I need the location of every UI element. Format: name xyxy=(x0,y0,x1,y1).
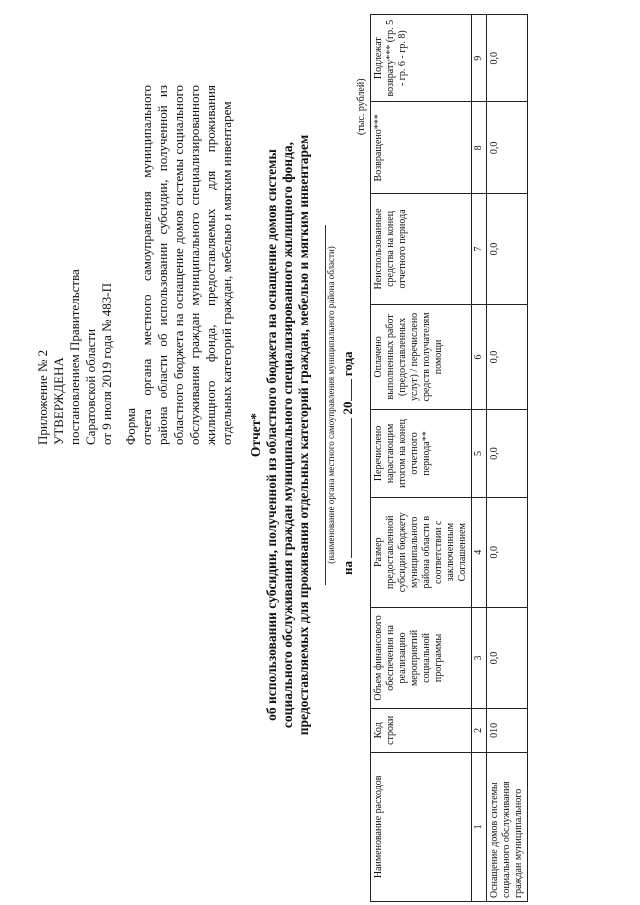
header-cell: Код строки xyxy=(371,708,472,752)
header-cell: Наименование расходов xyxy=(371,752,472,901)
period-date-blank xyxy=(351,418,352,558)
column-number: 2 xyxy=(472,708,487,752)
report-word: Отчет* xyxy=(248,412,263,458)
title-line-1: об использовании субсидии, полученной из областного бюджета на оснащение домов системы xyxy=(264,149,279,721)
value-cell: 0,0 xyxy=(487,15,528,102)
approval-line-3: от 9 июля 2019 года № 483-П xyxy=(99,283,114,445)
approval-line-2: Саратовской области xyxy=(83,328,98,445)
title-line-3: предоставляемых для проживания отдельных категорий граждан, мебелью и мягким инвентарем xyxy=(296,134,311,736)
report-table xyxy=(370,14,528,902)
spacer xyxy=(115,85,123,445)
header-row xyxy=(371,15,472,902)
column-number: 1 xyxy=(472,752,487,901)
period-year-prefix: 20 xyxy=(340,401,355,415)
period-year-blank xyxy=(351,380,352,402)
report-period xyxy=(340,215,356,575)
column-number: 4 xyxy=(472,497,487,607)
row-code-cell: 010 xyxy=(487,708,528,752)
value-cell: 0,0 xyxy=(487,304,528,410)
column-number: 5 xyxy=(472,410,487,497)
header-cell: Неиспользованные средства на конец отчетного периода xyxy=(371,194,472,304)
column-number: 3 xyxy=(472,607,487,708)
header-cell: Перечислено нарастающим итогом на конец отчетного периода** xyxy=(371,410,472,497)
organization-caption: (наименование органа местного самоуправления муниципального района области) xyxy=(326,246,336,564)
units-label: (тыс. рублей) xyxy=(356,78,367,135)
period-year-word: года xyxy=(340,351,355,377)
header-cell: Оплачено выполненных работ (предоставленных услуг) / перечислено средств получателям помощи xyxy=(371,304,472,410)
approved-label: УТВЕРЖДЕНА xyxy=(51,357,66,445)
header-cell: Возвращено*** xyxy=(371,102,472,194)
form-description: отчета органа местного самоуправления муниципального района области об использовании субсидии, полученной из областного бюджета на оснащение домов системы социального обслуживания граждан муниципального специализированного жилищного фонда, предоставляемых для проживания отдельных категорий граждан, мебелью и мягким инвентарем xyxy=(139,85,234,445)
period-on: на xyxy=(340,561,355,575)
form-label: Форма xyxy=(123,408,138,445)
appendix-label: Приложение № 2 xyxy=(35,349,50,445)
value-cell: 0,0 xyxy=(487,102,528,194)
value-cell: 0,0 xyxy=(487,607,528,708)
expense-name-cell: Оснащение домов системы социального обслуживания граждан муниципального xyxy=(487,752,528,901)
value-cell: 0,0 xyxy=(487,410,528,497)
table-row xyxy=(487,15,528,902)
header-cell: Размер предоставленной субсидии бюджету муниципального района области в соответствии с заключенным Соглашением xyxy=(371,497,472,607)
approval-line-1: постановлением Правительства xyxy=(67,269,82,445)
title-line-2: социального обслуживания граждан муниципального специализированного жилищного фонда, xyxy=(280,141,295,729)
report-title xyxy=(248,85,312,785)
column-number: 6 xyxy=(472,304,487,410)
column-number: 8 xyxy=(472,102,487,194)
approval-block xyxy=(35,85,235,445)
value-cell: 0,0 xyxy=(487,194,528,304)
column-number-row xyxy=(472,15,487,902)
column-number: 7 xyxy=(472,194,487,304)
column-number: 9 xyxy=(472,15,487,102)
header-cell: Подлежат возврату*** (гр. 5 - гр. 6 - гр. 8) xyxy=(371,15,472,102)
header-cell: Объем финансового обеспечения на реализацию мероприятий социальной программы xyxy=(371,607,472,708)
value-cell: 0,0 xyxy=(487,497,528,607)
